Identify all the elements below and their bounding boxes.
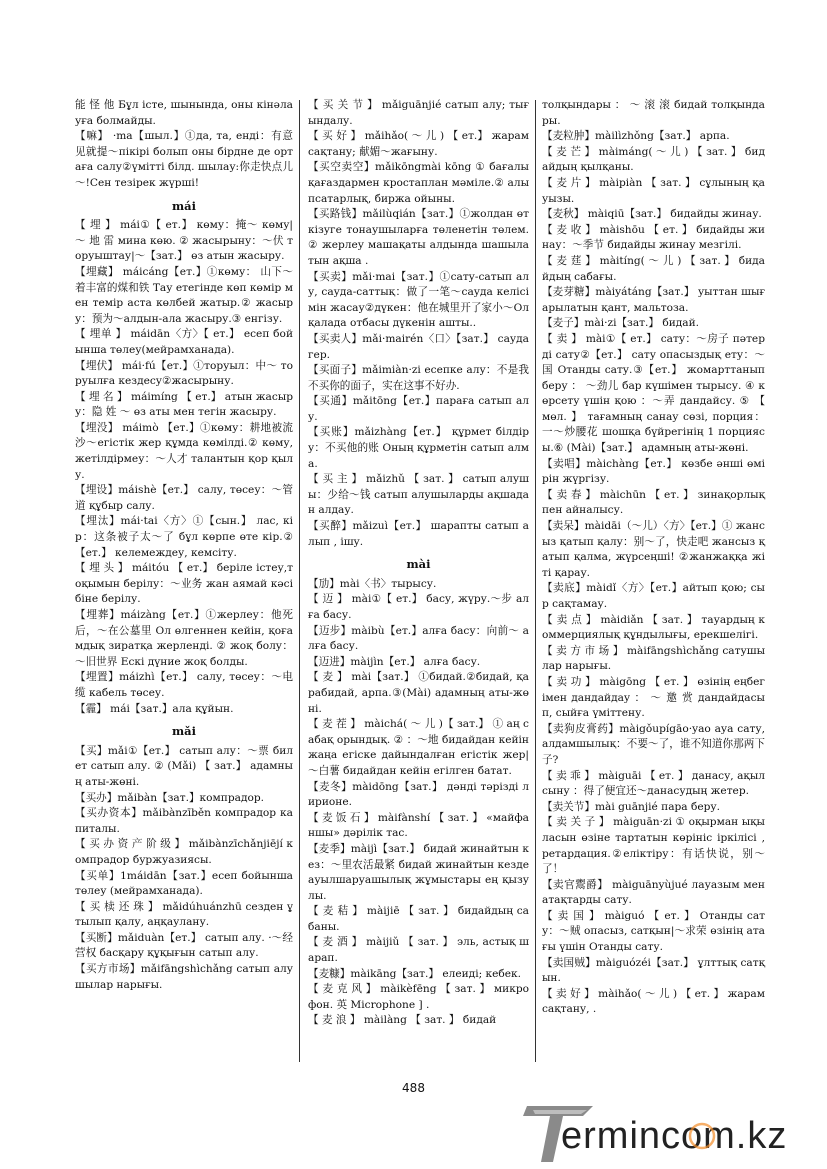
dictionary-entry: 【埋伏】 mái·fú【ет.】①торуыл：中～ торуылға кездесу②жасырыну. <box>75 359 293 388</box>
section-heading: mǎi <box>172 724 196 739</box>
dictionary-column-2 <box>308 98 529 1029</box>
dictionary-entry: 【买方市场】mǎifāngshìchǎng сатып алушылар нарығы. <box>75 963 293 991</box>
dictionary-entry: 【买卖】mǎi·mai【зат.】①сату-сатып алу, сауда-саттық：做了一笔～сауда келісімін жасау②дүкен：他在城里开了家小～Ол қалада отбасы дүкенін ашты.. <box>308 270 529 330</box>
dictionary-entry: 【麦芽糖】màiyátáng【зат.】 уыттан шығарылатын қант, мальтоза. <box>542 286 765 314</box>
section-heading: mái <box>172 198 196 213</box>
dictionary-entry: 【买空卖空】mǎikōngmài kōng ① бағалы қағаздармен кростаплан мәміле.② алыпсатарлық, биржа ойыны. <box>308 161 529 205</box>
dictionary-entry: 【 卖 春 】 màichūn 【 ет. 】 зинақорлықпен айналысу. <box>542 488 765 517</box>
section-heading: mài <box>406 557 431 572</box>
dictionary-entry: 【埋没】 máimò 【ет.】①көму：耕地被流沙～егістік жер құмда көмілді.② көму, жетілдірмеу：～人才 талантын қор қылу. <box>75 421 293 481</box>
dictionary-entry: 【 埋单 】 máidān〈方〉【 ет.】 есеп бойынша төлеу(мейрамханада). <box>75 328 293 356</box>
dictionary-entry: 【 埋 名 】 máimíng 【 ет.】 атын жасыру：隐 姓 ～ өз аты мен тегін жасыру. <box>75 390 293 419</box>
dictionary-entry: 【霾】 mái【зат.】ала құйын. <box>75 702 234 715</box>
dictionary-entry: 【买断】mǎiduàn【ет.】 сатып алу. ·～经营权 басқару құқығын сатып алу. <box>75 931 293 960</box>
dictionary-entry: 【卖官鬻爵】 màiguānyùjué лауазым мен атақтарды сату. <box>542 878 765 907</box>
dictionary-entry: 【 卖 功 】 màigōng 【 ет. 】 өзінің еңбегімен дандайдау ： ～ 邀 赏 дандайдасып, сыйға үміттену. <box>542 675 765 720</box>
dictionary-entry: 【 卖 】 mài①【 ет.】 сату：～房子 пәтерді сату②【ет.】 сату опасыздық ету：～国 Отанды сату.③【ет.】 жомарттанып беру ： ～劲儿 бар күшімен тырысу. ④ көрсету үшін қою ：～弄 дандайсу. ⑤ 【 мөл. 】 тағамның санау сөзі, порция：一～炒腰花 шошқа бүйрегінің 1 порциясы.⑥ (Mài)【зат.】 адамның аты-жөні. <box>542 332 765 455</box>
dictionary-entry: 【 卖 好 】 màihǎo( ～ 儿 ) 【 ет. 】 жарамсақтану, . <box>542 987 765 1016</box>
dictionary-entry: 【埋置】máizhì【ет.】 салу, төсеу：～电缆 кабель төсеу. <box>75 671 293 699</box>
dictionary-entry: 【买账】mǎizhàng【ет.】 құрмет білдіру：不买他的账 Оның құрметін сатып алма. <box>308 426 529 470</box>
dictionary-entry: 【 埋 头 】 máitóu 【 ет.】 беріле істеу,тоқымын берілу：～业务 жан аямай кәсібіне берілу. <box>75 562 293 606</box>
dictionary-entry: 【 买 椟 还 珠 】 mǎidúhuánzhū сезден ұтылып қалу, аңқаулану. <box>75 900 293 929</box>
dictionary-entry: 【麦糠】màikāng【зат.】 елеиді; кебек. <box>308 967 522 980</box>
dictionary-entry: 【麦秋】 màiqiū【зат.】 бидайды жинау. <box>542 208 762 221</box>
dictionary-entry: 【买通】mǎitōng【ет.】параға сатып алу. <box>308 395 529 423</box>
dictionary-entry: 【买卖人】mǎi·mairén〈口〉【зат.】 саудагер. <box>308 332 529 361</box>
dictionary-entry: 【卖国贼】màiguózéi【зат.】 ұлттық сатқын. <box>542 956 765 985</box>
dictionary-entry: 【 麦 芒 】 màimáng( ～ 儿 ) 【 зат. 】 бидайдың қылқаны. <box>542 145 765 174</box>
dictionary-entry: 【 买 关 节 】 mǎiguānjié сатып алу; тығындалу. <box>308 99 529 127</box>
dictionary-entry: толқындары ： ～ 滚 滚 бидай толқындары. <box>542 99 765 127</box>
dictionary-entry: 【迈步】màibù【ет.】алға басу：向前～ алға басу. <box>308 624 529 653</box>
dictionary-entry: 【买办】mǎibàn【зат.】компрадор. <box>75 791 265 804</box>
dictionary-entry: 【买面子】mǎimiàn·zi есепке алу：不是我不买你的面子，实在这事不好办. <box>308 364 529 392</box>
dictionary-entry: 【 卖 乖 】 màiguāi 【 ет. 】 данасу, ақылсыну ：得了便宜还～данасудың жетер. <box>542 769 765 798</box>
dictionary-entry: 【卖关节】mài guānjié пара беру. <box>542 800 721 813</box>
dictionary-entry: 【埋汰】mái·tai〈方〉①【сын.】 лас, кір：这条被子太～了 бұл көрпе өте кір.②【ет.】 келемеждеу, кемсіту. <box>75 515 293 559</box>
dictionary-entry: 【买路钱】mǎilùqián【зат.】①жолдан өткізуге тонаушыларға төленетін төлем.② жерлеу машақаты алдында шашылатын ақша . <box>308 208 529 267</box>
dictionary-entry: 【卖呆】màidāi（～儿）〈方〉【ет.】① жансыз қатып қалу：别～了，快走吧 жансыз қатып қалма, жүрсеңші! ②жанжаққа жіті қарау. <box>542 520 765 579</box>
dictionary-entry: 【麦季】màijì【зат.】 бидай жинайтын кез：～里农活最紧 бидай жинайтын кезде ауылшаруашылық жұмыстары ең қызулы. <box>308 842 529 902</box>
dictionary-entry: 【 麦 片 】 màipiàn 【 зат. 】 сұлының қауызы. <box>542 176 765 205</box>
page-number: 488 <box>402 1081 425 1095</box>
dictionary-entry: 【埋葬】máizàng【ет.】①жерлеу：他死后，～在公墓里 Ол өлгеннен кейін, қоғамдық зиратқа жерленді. ② жоқ болу：～旧世界 Ескі дүние жоқ болды. <box>75 609 293 668</box>
dictionary-entry: 【 卖 关 子 】 màiguān·zi ① оқырман ықыласын өзіне тартатын көрініс іркілісі , ретардация.②еліктіру：有话快说，别～了！ <box>542 816 765 876</box>
dictionary-entry: 【麦粒肿】màilìzhǒng【зат.】 арпа. <box>542 130 730 143</box>
dictionary-entry: 【买醉】mǎizuì【ет.】 шарапты сатып алып , ішу. <box>308 520 529 548</box>
dictionary-entry: 【 卖 方 市 场 】 màifāngshìchǎng сатушылар нарығы. <box>542 644 765 673</box>
dictionary-entry: 【 买 好 】 mǎihǎo( ～ 儿 ) 【 ет.】 жарамсақтану; 献媚～жағыну. <box>308 130 529 158</box>
dictionary-entry: 【 麦 克 风 】 màikèfēng 【 зат. 】 микрофон. 英 Microphone ] . <box>308 983 529 1011</box>
dictionary-entry: 【买单】1máidān【зат.】есеп бойынша төлеу (мейрамханада). <box>75 869 293 898</box>
dictionary-entry: 【买办资本】mǎibànzīběn компрадор капиталы. <box>75 807 293 835</box>
dictionary-entry: 【麦子】mài·zi【зат.】 бидай. <box>542 317 700 330</box>
dictionary-entry: 【埋藏】 máicáng【ет.】①көму： 山下～着丰富的煤和铁 Тау етегінде көп көмір мен темір аста көлбей жатыр.② жасыру：预为～алдын-ала жасыру.③ енгізу. <box>75 265 293 325</box>
termincom-logo <box>523 1102 823 1164</box>
column-divider <box>299 100 300 1062</box>
dictionary-entry: 【 买 办 资 产 阶 级 】 mǎibànzīchǎnjiējí компрадор буржуазиясы. <box>75 838 293 866</box>
dictionary-entry: 【 卖 国 】 màiguó 【 ет. 】 Отанды сату：～贼 опасыз, сатқын|～求荣 өзінің атағы үшін Отанды сату. <box>542 909 765 954</box>
dictionary-entry: 【卖狗皮膏药】màigǒupígāo·yao ауа сату, алдамшылық：不要～了，谁不知道你那两下子? <box>542 722 765 766</box>
dictionary-entry: 【 麦 莛 】 màitíng( ～ 儿 ) 【 зат. 】 бидайдың сабағы. <box>542 254 765 283</box>
dictionary-entry: 【卖唱】màichàng【ет.】 көзбе әнші өмірін жүргізу. <box>542 457 765 486</box>
dictionary-entry: 【麦冬】màidōng【зат.】 дәнді тәрізді лирионе. <box>308 780 529 809</box>
dictionary-entry: 【 麦 茬 】 màichá( ～ 儿 )【 зат.】 ① аң сабақ орындық. ② ：～地 бидайдан кейін жаңа егіске дайындалған егістік жер|～白薯 бидайдан кейін егілген батат. <box>308 718 529 777</box>
dictionary-entry: 【埋设】máishè【ет.】 салу, төсеу：～管道 құбыр салу. <box>75 484 293 512</box>
dictionary-entry: 【卖底】màidǐ〈方〉【ет.】айтып қою; сыр сақтамау. <box>542 582 765 610</box>
dictionary-entry: 【 埋 】 mái①【 ет.】 көму：掩～ көму|～ 地 雷 мина көю. ② жасырыну：～伏 торуыштау|～【зат.】 өз атын жасыру. <box>75 219 293 263</box>
dictionary-entry: 【 卖 点 】 màidiǎn 【 зат. 】 тауардың коммерциялық құндылығы, ерекшелігі. <box>542 613 765 642</box>
dictionary-entry: 【 迈 】 mài①【 ет.】 басу, жүру.～步 алға басу. <box>308 593 529 621</box>
dictionary-entry: 【 麦 收 】 màishōu 【 ет. 】 бидайды жинау：～季节 бидайды жинау мезгілі. <box>542 223 765 252</box>
column-divider <box>535 100 536 1062</box>
svg-text:ermincom.kz: ermincom.kz <box>561 1115 788 1157</box>
dictionary-entry: 【迈进】màijìn【ет.】 алға басу. <box>308 655 481 668</box>
dictionary-column-3 <box>542 98 765 1018</box>
dictionary-entry: 【 麦 秸 】 màijiē 【 зат. 】 бидайдың сабаны. <box>308 905 529 933</box>
dictionary-entry: 【 麦 饭 石 】 màifànshí 【 зат. 】 «майфаншы» дәрілік тас. <box>308 811 529 840</box>
dictionary-column-1 <box>75 98 293 993</box>
dictionary-entry: 【劢】mài〈书〉тырысу. <box>308 577 437 590</box>
dictionary-entry: 【 麦 浪 】 màilàng 【 зат. 】 бидай <box>308 1014 497 1027</box>
dictionary-entry: 【 麦 】 mài【зат.】 ①бидай.②бидай, қарабидай, арпа.③(Mài) адамның аты-жөні. <box>308 671 529 715</box>
dictionary-entry: 【 买 主 】 mǎizhǔ 【 зат. 】 сатып алушы：少给～钱 сатып алушыларды ақшадан алдау. <box>308 473 529 517</box>
dictionary-entry: 【 麦 酒 】 màijiǔ 【 зат. 】 эль, астық шарап. <box>308 936 529 965</box>
dictionary-entry: 【买】mǎi①【ет.】 сатып алу：～票 билет сатып алу. ② (Mǎi) 【 зат.】 адамның аты-жөні. <box>75 744 293 788</box>
dictionary-entry: 能 怪 他 Бұл істе, шынында, оны кінәлауға болмайды. <box>75 99 293 127</box>
dictionary-entry: 【嘛】 ·ma【шыл.】①да, та, енді：有意见就提～пікірі болып оны бірдне де ортаға салу②үміттi білд. шылау:你走快点儿～!Сен тезірек жүрші! <box>75 130 293 189</box>
